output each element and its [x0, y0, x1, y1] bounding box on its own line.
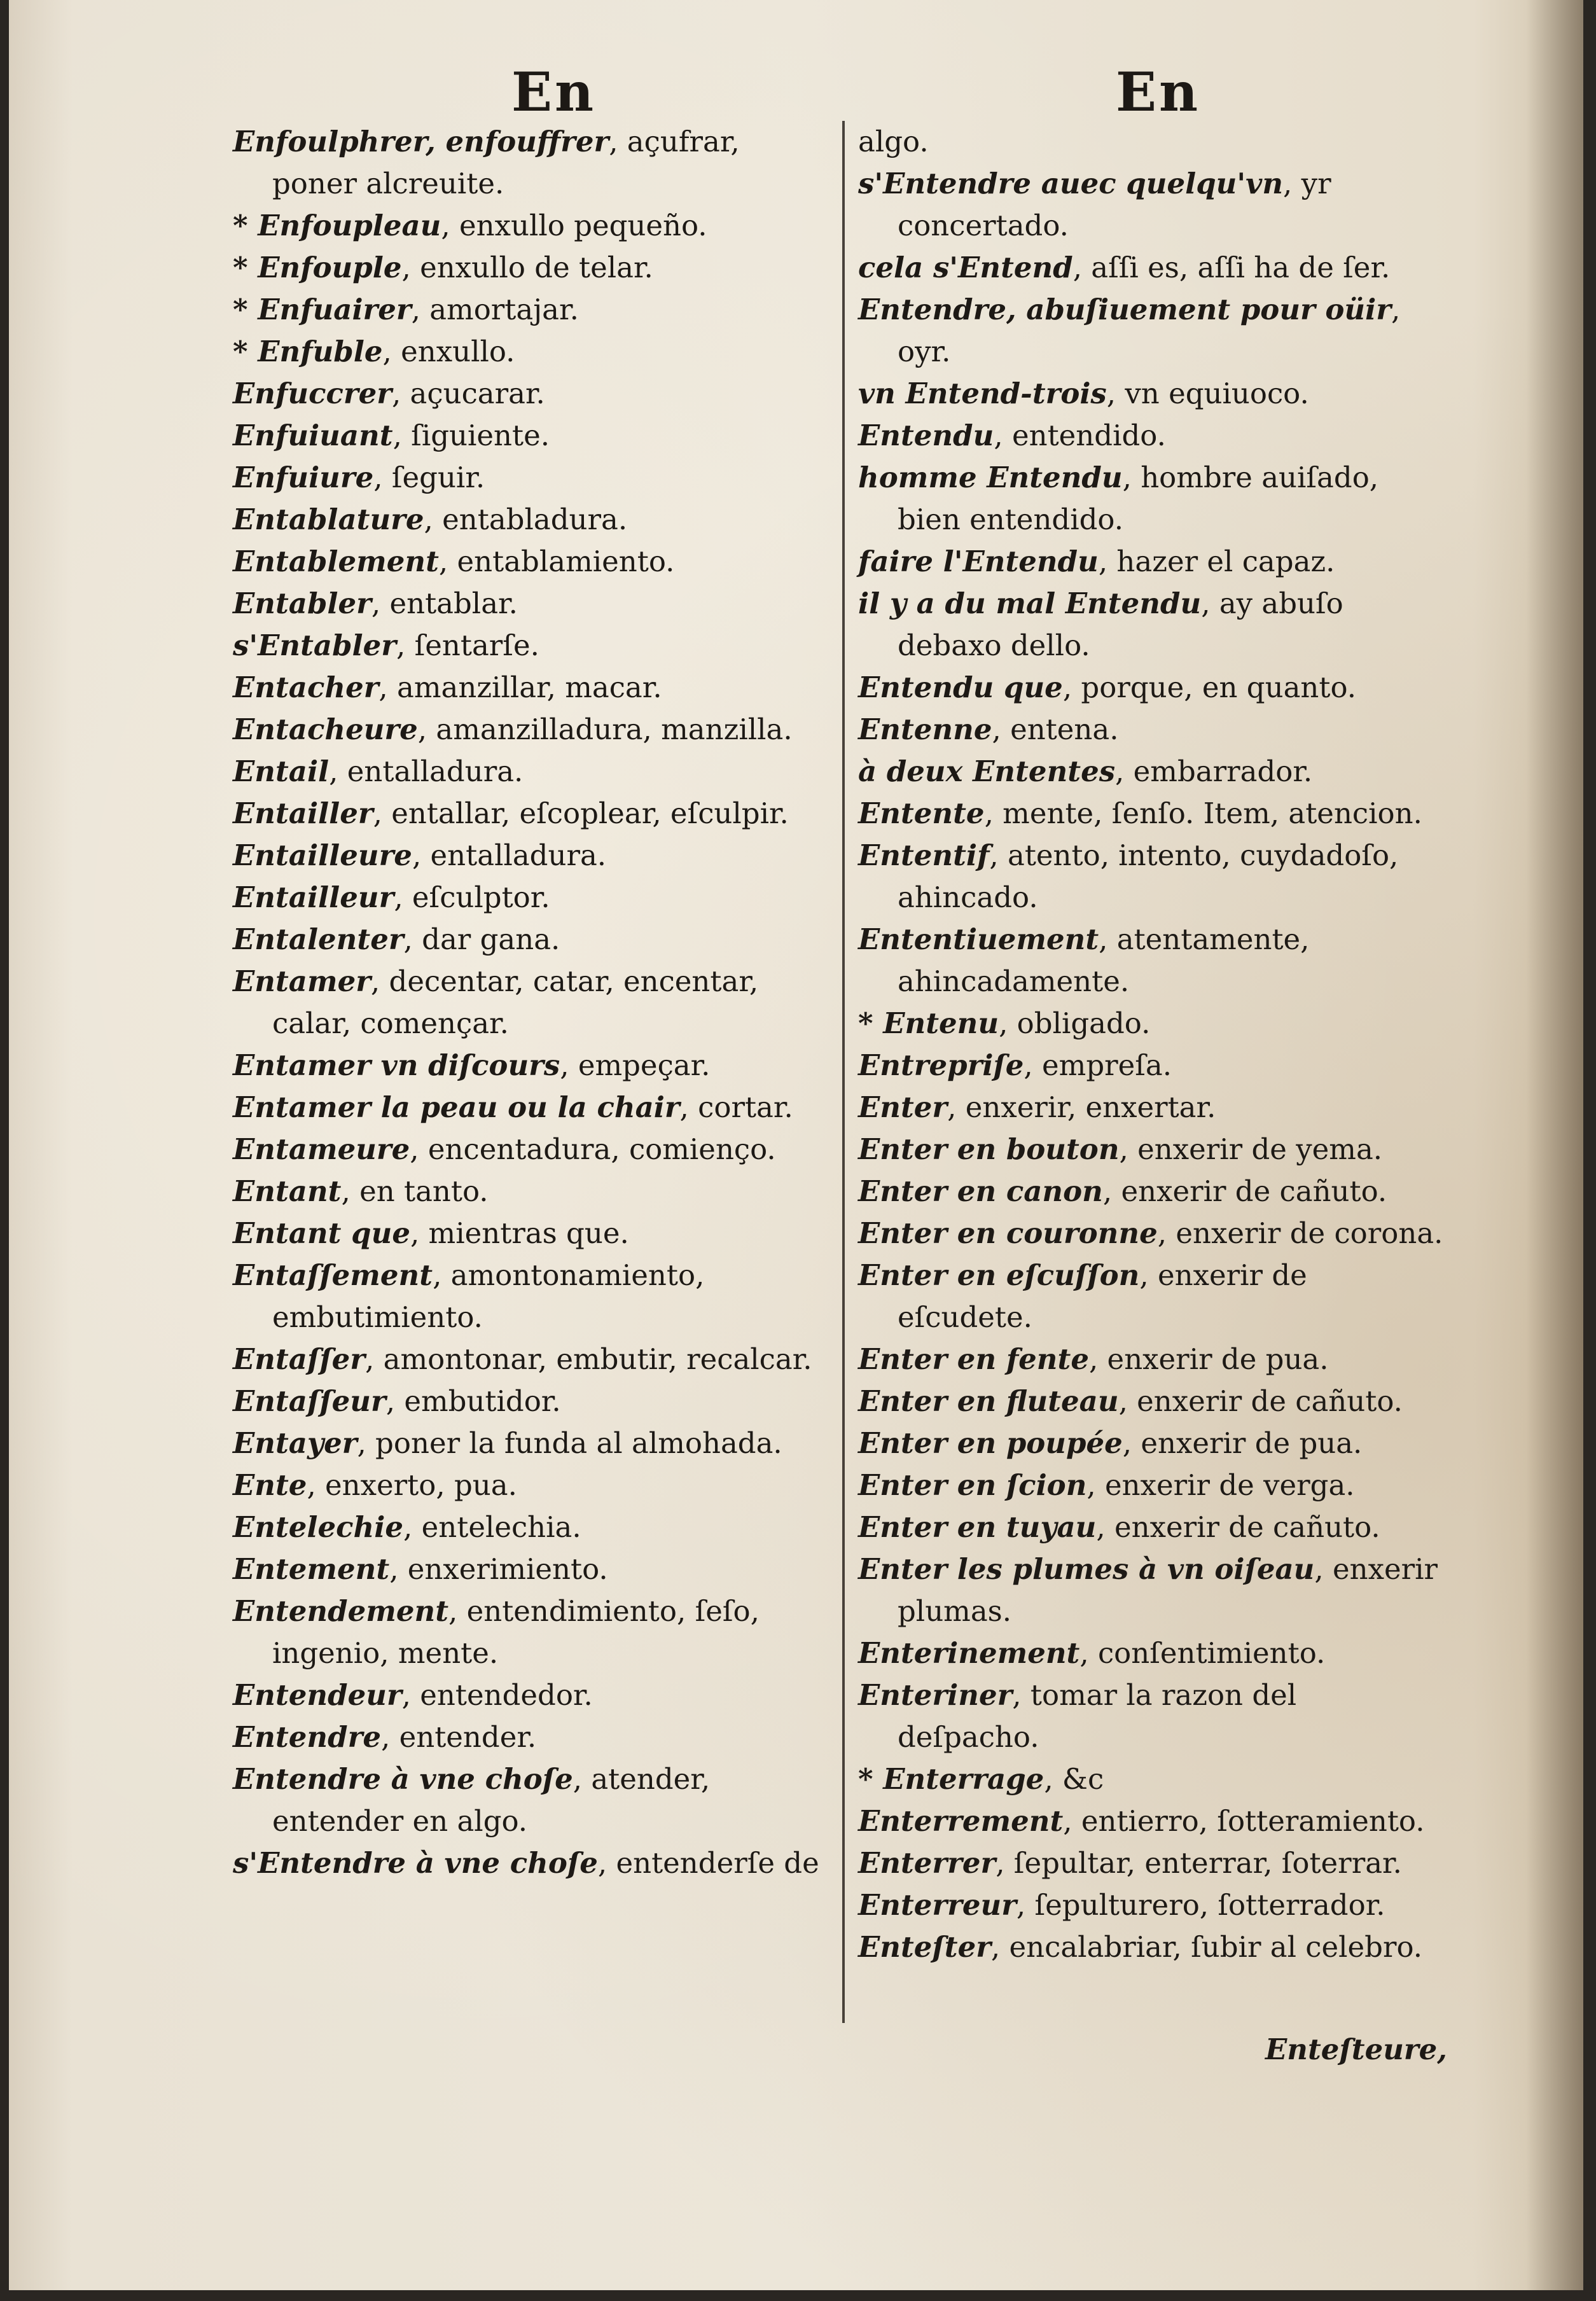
entry-definition: , amontonamiento, embutimiento. — [272, 1258, 705, 1334]
dictionary-entry — [233, 331, 821, 373]
entry-definition: , yr concertado. — [898, 167, 1331, 242]
entry-headword: Enter en ſcion — [858, 1468, 1087, 1502]
entry-headword: vn Entend-trois — [858, 377, 1107, 410]
dictionary-entry — [233, 1506, 821, 1548]
entry-definition: , entablar. — [371, 587, 518, 620]
left-column — [233, 121, 821, 1884]
dictionary-entry — [233, 541, 821, 583]
dictionary-entry — [233, 1045, 821, 1087]
dictionary-entry — [233, 289, 821, 331]
entry-headword: * Entenu — [858, 1006, 999, 1040]
dictionary-entry — [233, 247, 821, 289]
right-running-head: En — [1116, 60, 1201, 123]
entry-definition: , empeçar. — [560, 1048, 711, 1082]
entry-definition: , entenderſe de — [597, 1846, 819, 1880]
entry-definition: , poner la funda al almohada. — [357, 1426, 782, 1460]
dictionary-entry — [858, 163, 1447, 247]
dictionary-entry — [233, 1338, 821, 1380]
entry-definition: , mientras que. — [410, 1216, 629, 1250]
dictionary-entry — [858, 373, 1447, 415]
entry-headword: Entendre à vne choſe — [233, 1762, 573, 1796]
entry-definition: , enxerto, pua. — [307, 1468, 517, 1502]
entry-definition: , amanzilladura, manzilla. — [417, 713, 793, 746]
entry-headword: Enfuccrer — [233, 377, 392, 410]
dictionary-entry — [233, 1464, 821, 1506]
entry-definition: , amanzillar, macar. — [378, 671, 662, 704]
entry-headword: * Enfuairer — [233, 293, 412, 326]
entry-headword: Enterrement — [858, 1804, 1064, 1838]
entry-headword: Enteriner — [858, 1678, 1013, 1712]
entry-headword: Enfuiuant — [233, 419, 393, 452]
entry-definition: , ay abuſo debaxo dello. — [898, 587, 1343, 662]
entry-headword: Enteſter — [858, 1930, 991, 1964]
entry-headword: Entablature — [233, 503, 424, 536]
entry-definition: , tomar la razon del deſpacho. — [898, 1678, 1297, 1754]
entry-definition: , entallar, eſcoplear, eſculpir. — [373, 796, 789, 830]
entry-headword: Enter — [858, 1090, 948, 1124]
entry-headword: Entayer — [233, 1426, 357, 1460]
dictionary-entry — [233, 457, 821, 499]
entry-headword: Enterrer — [858, 1846, 996, 1880]
entry-headword: Entement — [233, 1552, 390, 1586]
entry-definition: , entendedor. — [401, 1678, 593, 1712]
dictionary-entry — [858, 1842, 1447, 1884]
entry-definition: , ſentarſe. — [396, 629, 539, 662]
entry-definition: , eſculptor. — [394, 880, 550, 914]
dictionary-entry — [858, 247, 1447, 289]
dictionary-entry — [233, 1087, 821, 1129]
entry-definition: , enxerir de eſcudete. — [898, 1258, 1307, 1334]
entry-definition: , amortajar. — [411, 293, 579, 326]
entry-definition: , dar gana. — [403, 922, 560, 956]
dictionary-entry — [233, 1548, 821, 1590]
entry-definition: , entender. — [380, 1720, 537, 1754]
entry-headword: Enterreur — [858, 1888, 1017, 1922]
entry-definition: , entablamiento. — [438, 545, 675, 578]
entry-headword: Enfuiure — [233, 461, 374, 494]
entry-headword: Enter les plumes à vn oiſeau — [858, 1552, 1315, 1586]
dictionary-entry — [858, 541, 1447, 583]
entry-headword: Entelechie — [233, 1510, 404, 1544]
entry-headword: s'Entendre à vne choſe — [233, 1846, 598, 1880]
entry-definition: , enxullo de telar. — [401, 251, 653, 284]
dictionary-entry — [233, 1674, 821, 1716]
entry-definition: , vn equiuoco. — [1106, 377, 1309, 410]
dictionary-entry — [233, 625, 821, 667]
dictionary-entry — [233, 709, 821, 751]
dictionary-entry — [233, 1842, 821, 1884]
dictionary-entry — [233, 499, 821, 541]
entry-definition: , enxerimiento. — [389, 1552, 608, 1586]
dictionary-entry — [858, 1171, 1447, 1213]
entry-definition: , obligado. — [999, 1006, 1151, 1040]
dictionary-entry — [858, 1884, 1447, 1926]
dictionary-entry — [233, 961, 821, 1045]
dictionary-entry — [858, 1338, 1447, 1380]
dictionary-entry — [858, 1213, 1447, 1255]
entry-definition: , ſeguir. — [373, 461, 485, 494]
entry-definition: , enxerir de yema. — [1119, 1132, 1383, 1166]
entry-definition: , porque, en quanto. — [1062, 671, 1357, 704]
entry-definition: , entierro, ſotteramiento. — [1063, 1804, 1425, 1838]
entry-headword: Entamer vn diſcours — [233, 1048, 560, 1082]
entry-definition: , entabladura. — [424, 503, 628, 536]
entry-headword: Entailler — [233, 796, 373, 830]
entry-definition: , embutidor. — [385, 1384, 561, 1418]
entry-definition: , enxullo pequeño. — [441, 209, 707, 242]
dictionary-entry — [233, 1171, 821, 1213]
entry-definition: , açucarar. — [391, 377, 545, 410]
entry-definition: , enxerir de cañuto. — [1102, 1174, 1387, 1208]
dictionary-entry — [858, 751, 1447, 793]
entry-definition: , enxerir de pua. — [1088, 1342, 1329, 1376]
entry-definition: , açufrar, poner alcreuite. — [272, 125, 740, 200]
dictionary-entry — [858, 667, 1447, 709]
left-running-head: En — [511, 60, 597, 123]
entry-headword: * Enterrage — [858, 1762, 1044, 1796]
dictionary-entry — [858, 1380, 1447, 1422]
dictionary-entry — [858, 919, 1447, 1003]
dictionary-entry — [858, 1800, 1447, 1842]
entry-headword: Entameure — [233, 1132, 410, 1166]
dictionary-entry — [233, 667, 821, 709]
dictionary-entry — [858, 1422, 1447, 1464]
dictionary-entry — [233, 919, 821, 961]
entry-headword: Entant — [233, 1174, 342, 1208]
entry-headword: Enter en eſcuſſon — [858, 1258, 1140, 1292]
dictionary-entry — [233, 1422, 821, 1464]
entry-definition: , &c — [1044, 1762, 1104, 1796]
entry-headword: Entamer la peau ou la chair — [233, 1090, 680, 1124]
entry-definition: , atentamente, ahincadamente. — [898, 922, 1310, 998]
entry-headword: * Enfuble — [233, 335, 383, 368]
entry-headword: Enter en couronne — [858, 1216, 1158, 1250]
dictionary-entry — [233, 121, 821, 205]
entry-definition: , enxerir, enxertar. — [947, 1090, 1216, 1124]
entry-definition: , hazer el capaz. — [1098, 545, 1335, 578]
dictionary-entry — [233, 835, 821, 877]
dictionary-entry — [858, 709, 1447, 751]
entry-headword: Entailleure — [233, 838, 412, 872]
dictionary-entry — [233, 1213, 821, 1255]
entry-headword: cela s'Entend — [858, 251, 1073, 284]
entry-headword: Entablement — [233, 545, 439, 578]
entry-definition: , amontonar, embutir, recalcar. — [365, 1342, 812, 1376]
entry-headword: Entacher — [233, 671, 379, 704]
entry-headword: Ententiuement — [858, 922, 1099, 956]
entry-definition: , empreſa. — [1024, 1048, 1172, 1082]
entry-definition: , ſepultar, enterrar, ſoterrar. — [996, 1846, 1402, 1880]
entry-headword: Entailleur — [233, 880, 394, 914]
entry-headword: Enfoulphrer, enfouffrer — [233, 125, 609, 158]
entry-headword: Ententif — [858, 838, 990, 872]
entry-headword: homme Entendu — [858, 461, 1123, 494]
dictionary-entry — [858, 583, 1447, 667]
entry-definition: , encentadura, comienço. — [410, 1132, 776, 1166]
entry-definition: algo. — [858, 125, 929, 158]
entry-definition: , enxerir de verga. — [1086, 1468, 1355, 1502]
entry-headword: il y a du mal Entendu — [858, 587, 1202, 620]
entry-definition: , conſentimiento. — [1079, 1636, 1326, 1670]
dictionary-entry — [858, 1087, 1447, 1129]
entry-headword: * Enfouple — [233, 251, 402, 284]
dictionary-entry — [233, 793, 821, 835]
dictionary-entry — [233, 1716, 821, 1758]
entry-headword: Entendre — [233, 1720, 381, 1754]
entry-headword: Entacheure — [233, 713, 418, 746]
entry-definition: , encalabriar, ſubir al celebro. — [990, 1930, 1423, 1964]
entry-headword: Entant que — [233, 1216, 410, 1250]
entry-headword: Entabler — [233, 587, 371, 620]
entry-definition: , enxullo. — [382, 335, 515, 368]
entry-headword: * Enfoupleau — [233, 209, 441, 242]
entry-headword: Entendeur — [233, 1678, 402, 1712]
entry-definition: , aſſi es, aſſi ha de ſer. — [1072, 251, 1391, 284]
dictionary-entry — [858, 1926, 1447, 1968]
entry-headword: Entendre, abuſiuement pour oüir — [858, 293, 1391, 326]
entry-definition: , ſepulturero, ſotterrador. — [1016, 1888, 1385, 1922]
dictionary-entry — [858, 793, 1447, 835]
entry-headword: Entamer — [233, 964, 371, 998]
entry-definition: , enxerir de cañuto. — [1118, 1384, 1403, 1418]
entry-definition: , entendido. — [994, 419, 1166, 452]
dictionary-entry — [858, 1129, 1447, 1171]
page-gutter-shadow — [1526, 0, 1583, 2290]
entry-definition: , cortar. — [679, 1090, 793, 1124]
dictionary-entry — [858, 289, 1447, 373]
catchword: Enteſteure, — [1265, 2033, 1447, 2066]
entry-definition: , mente, ſenſo. Item, atencion. — [984, 796, 1422, 830]
dictionary-entry — [858, 121, 1447, 163]
entry-headword: Ente — [233, 1468, 307, 1502]
dictionary-entry — [233, 1380, 821, 1422]
entry-headword: Entalenter — [233, 922, 404, 956]
entry-headword: faire l'Entendu — [858, 545, 1099, 578]
entry-headword: Entaſſement — [233, 1258, 433, 1292]
dictionary-entry — [858, 1758, 1447, 1800]
entry-headword: Enter en canon — [858, 1174, 1103, 1208]
entry-definition: , entalladura. — [412, 838, 607, 872]
dictionary-entry — [233, 751, 821, 793]
entry-headword: Entendu — [858, 419, 994, 452]
entry-definition: , enxerir de corona. — [1157, 1216, 1443, 1250]
dictionary-entry — [858, 1674, 1447, 1758]
dictionary-entry — [858, 1506, 1447, 1548]
entry-definition: , hombre auiſado, bien entendido. — [898, 461, 1379, 536]
entry-headword: Entrepriſe — [858, 1048, 1024, 1082]
entry-definition: , atender, entender en algo. — [272, 1762, 711, 1838]
dictionary-page — [9, 0, 1583, 2290]
dictionary-entry — [233, 1129, 821, 1171]
dictionary-entry — [233, 583, 821, 625]
entry-definition: , embarrador. — [1115, 754, 1313, 788]
dictionary-entry — [858, 1548, 1447, 1632]
entry-headword: Enterinement — [858, 1636, 1080, 1670]
entry-headword: Entenne — [858, 713, 992, 746]
entry-definition: , enxerir de pua. — [1122, 1426, 1363, 1460]
dictionary-entry — [858, 1045, 1447, 1087]
entry-headword: Entaſſeur — [233, 1384, 386, 1418]
entry-definition: , entendimiento, ſeſo, ingenio, mente. — [272, 1594, 760, 1670]
dictionary-entry — [233, 415, 821, 457]
dictionary-entry — [858, 1632, 1447, 1674]
dictionary-entry — [858, 1255, 1447, 1338]
dictionary-entry — [233, 205, 821, 247]
dictionary-entry — [233, 877, 821, 919]
dictionary-entry — [233, 1590, 821, 1674]
entry-definition: , entena. — [992, 713, 1119, 746]
dictionary-entry — [233, 373, 821, 415]
dictionary-entry — [858, 1003, 1447, 1045]
entry-headword: Entendement — [233, 1594, 448, 1628]
entry-headword: Entaſſer — [233, 1342, 366, 1376]
entry-definition: , atento, intento, cuydadoſo, ahincado. — [898, 838, 1399, 914]
dictionary-entry — [858, 457, 1447, 541]
entry-headword: Entente — [858, 796, 985, 830]
dictionary-entry — [858, 835, 1447, 919]
entry-definition: , entalladura. — [329, 754, 524, 788]
column-divider — [842, 121, 845, 2023]
entry-definition: , enxerir de cañuto. — [1096, 1510, 1380, 1544]
entry-headword: à deux Ententes — [858, 754, 1116, 788]
entry-headword: Enter en fluteau — [858, 1384, 1119, 1418]
dictionary-entry — [858, 1464, 1447, 1506]
entry-headword: Enter en fente — [858, 1342, 1089, 1376]
entry-definition: , ſiguiente. — [392, 419, 550, 452]
entry-headword: Enter en bouton — [858, 1132, 1120, 1166]
entry-headword: Entendu que — [858, 671, 1063, 704]
entry-headword: Entail — [233, 754, 330, 788]
dictionary-entry — [233, 1255, 821, 1338]
entry-definition: , entelechia. — [403, 1510, 581, 1544]
entry-definition: , enxerir plumas. — [898, 1552, 1438, 1628]
entry-headword: Enter en tuyau — [858, 1510, 1097, 1544]
entry-headword: s'Entabler — [233, 629, 396, 662]
entry-headword: Enter en poupée — [858, 1426, 1123, 1460]
dictionary-entry — [233, 1758, 821, 1842]
right-column — [858, 121, 1447, 1968]
entry-definition: , en tanto. — [341, 1174, 489, 1208]
dictionary-entry — [858, 415, 1447, 457]
entry-headword: s'Entendre auec quelqu'vn — [858, 167, 1284, 200]
entry-definition: , oyr. — [898, 293, 1401, 368]
entry-definition: , decentar, catar, encentar, calar, començar. — [272, 964, 759, 1040]
